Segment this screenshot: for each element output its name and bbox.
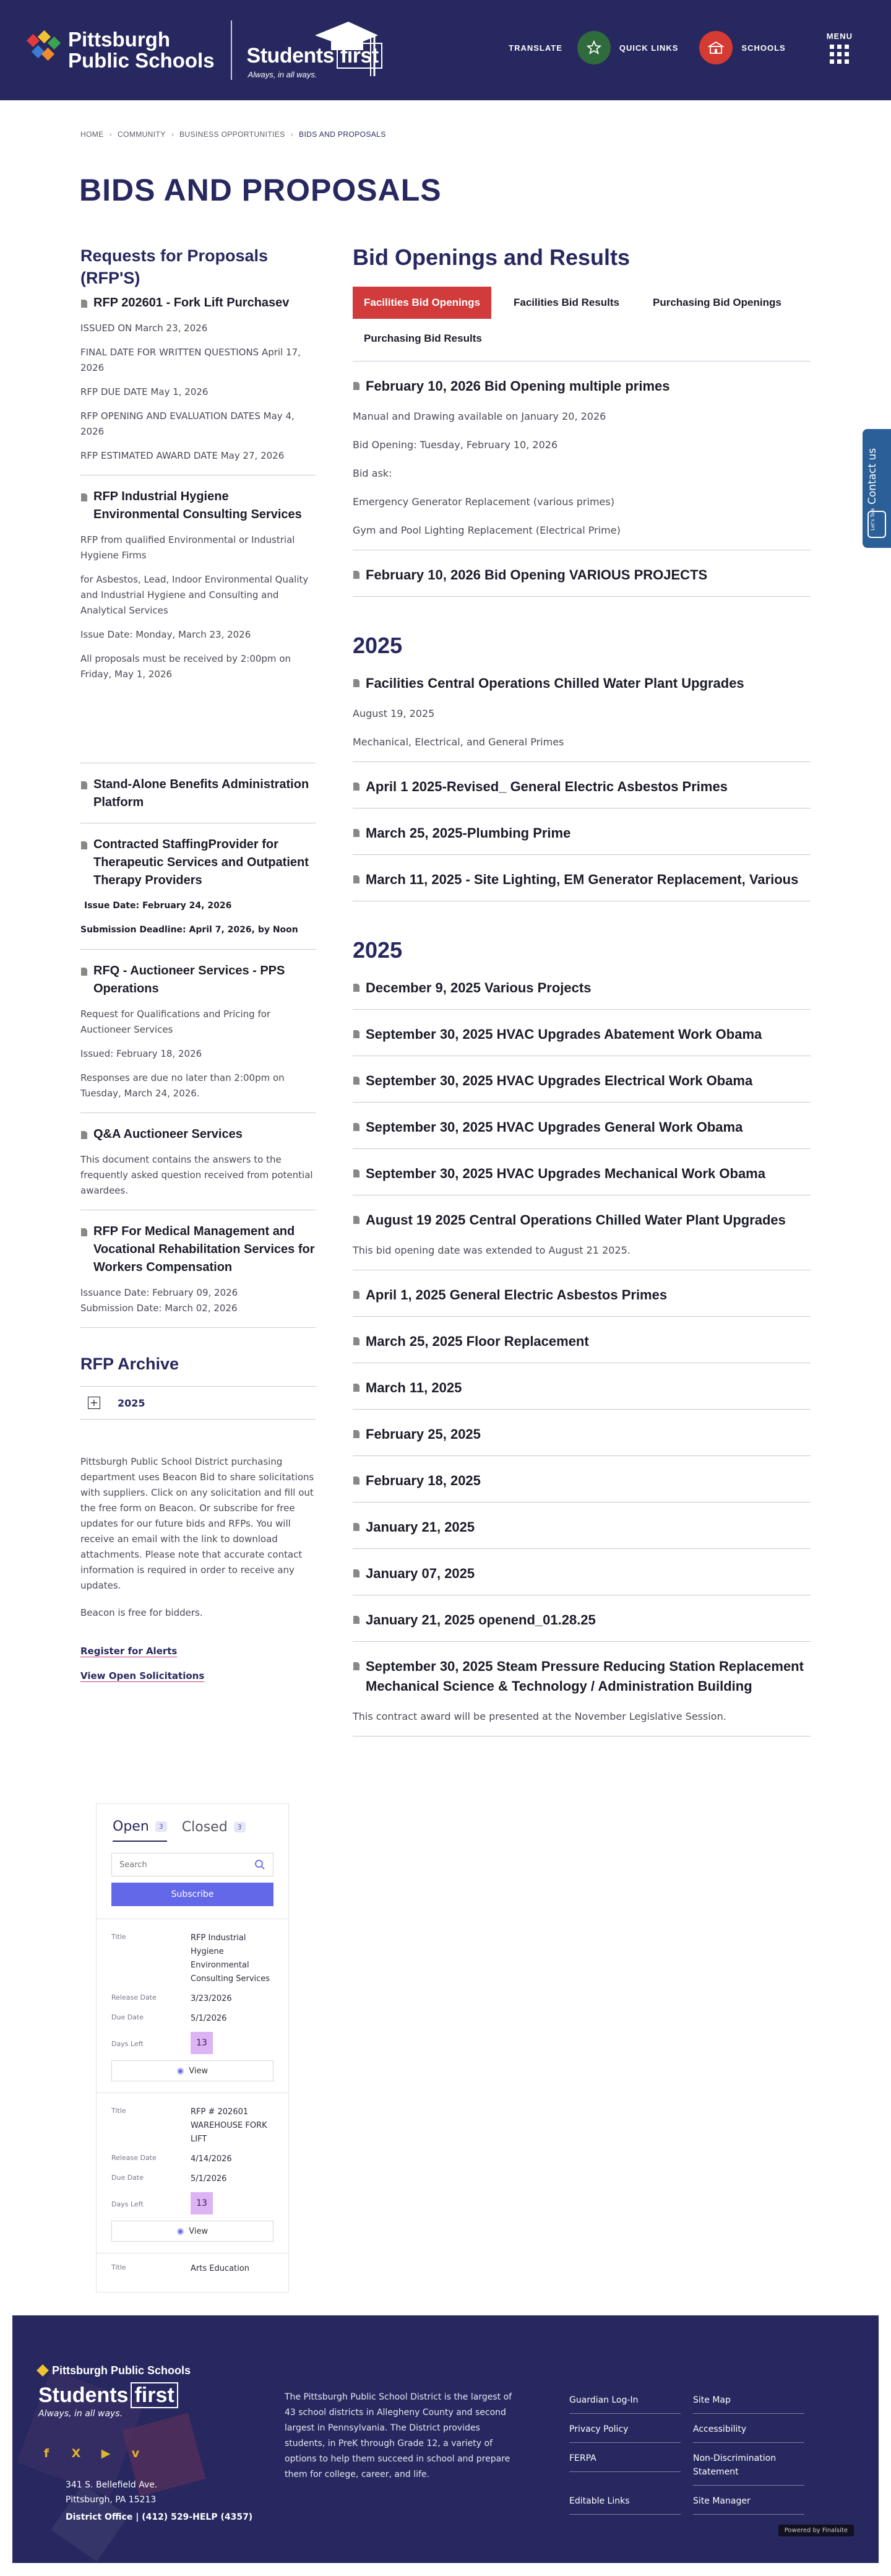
- site-header: [0, 0, 891, 100]
- days-left-badge: 13: [191, 2032, 213, 2054]
- schools-link[interactable]: SCHOOLS: [741, 43, 786, 53]
- document-icon: [80, 967, 88, 976]
- register-alerts-link[interactable]: Register for Alerts: [80, 1646, 178, 1657]
- rfp-line: RFP ESTIMATED AWARD DATE May 27, 2026: [80, 450, 285, 461]
- page-title: BIDS AND PROPOSALS: [79, 173, 442, 207]
- bid-title-link[interactable]: September 30, 2025 HVAC Upgrades Abatement Work Obama: [353, 1025, 811, 1044]
- footer-link-guardian-login[interactable]: Guardian Log-In: [569, 2390, 681, 2414]
- rfp-item: [80, 1125, 316, 1210]
- youtube-icon[interactable]: ▶: [101, 2447, 111, 2460]
- contact-us-label: Contact us: [866, 448, 879, 505]
- rfp-title-link[interactable]: RFP For Medical Management and Vocational Rehabilitation Services for Workers Compensation: [80, 1223, 316, 1277]
- rfp-item: [80, 488, 316, 763]
- days-left-badge: 13: [191, 2192, 213, 2214]
- rfp-line: ISSUED ON March 23, 2026: [80, 323, 208, 334]
- bid-item: [353, 1195, 811, 1270]
- bid-item: [353, 362, 811, 550]
- card-due-date: 5/1/2026: [191, 2014, 227, 2023]
- document-icon: [353, 828, 360, 838]
- bid-detail-line: August 19, 2025: [353, 708, 435, 719]
- contact-us-tab[interactable]: [863, 429, 891, 548]
- bid-item: [353, 1103, 811, 1149]
- vimeo-icon[interactable]: v: [131, 2447, 140, 2460]
- pps-mark-icon: [37, 2364, 49, 2377]
- closed-count-badge: 3: [234, 1822, 246, 1832]
- bid-title-link[interactable]: September 30, 2025 HVAC Upgrades Electrical Work Obama: [353, 1071, 811, 1091]
- menu-button[interactable]: [827, 32, 853, 64]
- document-icon: [353, 381, 360, 391]
- document-icon: [353, 1383, 360, 1392]
- footer-link-editable-links[interactable]: Editable Links: [569, 2491, 681, 2515]
- footer-link-accessibility[interactable]: Accessibility: [693, 2419, 804, 2443]
- footer-logo[interactable]: [38, 2365, 191, 2419]
- document-icon: [353, 1215, 360, 1225]
- bid-item: [353, 762, 811, 809]
- bid-title-link[interactable]: February 25, 2025: [353, 1425, 811, 1444]
- document-icon: [353, 1662, 360, 1671]
- document-icon: [353, 570, 360, 579]
- bid-item: [353, 855, 811, 901]
- rfp-item: [80, 962, 316, 1113]
- document-icon: [353, 875, 360, 884]
- footer-description: The Pittsburgh Public School District is the largest of 43 school districts in Allegheny County and second largest in Pennsylvania. The District provides students, in PreK through Grade 12, a variety of options to help them succeed in school and prepare them for college, career, and life.: [285, 2392, 512, 2479]
- card-title: Arts Education: [191, 2264, 249, 2273]
- card-release-date: 3/23/2026: [191, 1994, 232, 2003]
- powered-by-badge[interactable]: Powered by Finalsite: [778, 2525, 854, 2536]
- bid-detail-line: Manual and Drawing available on January 20, 2026: [353, 410, 606, 422]
- bid-item: [353, 659, 811, 762]
- document-icon: [80, 493, 88, 502]
- year-heading: 2025: [353, 937, 403, 963]
- rfp-line: All proposals must be received by 2:00pm on Friday, May 1, 2026: [80, 653, 291, 680]
- rfp-column: [80, 245, 316, 1681]
- rfp-title-link[interactable]: Stand-Alone Benefits Administration Platform: [80, 776, 316, 812]
- rfp-line: RFP from qualified Environmental or Industrial Hygiene Firms: [80, 534, 295, 561]
- document-icon: [353, 1122, 360, 1132]
- open-count-badge: 3: [155, 1821, 167, 1832]
- breadcrumb-current: BIDS AND PROPOSALS: [299, 130, 386, 139]
- bid-item: [353, 550, 811, 597]
- pps-logo[interactable]: [26, 29, 215, 71]
- solicitation-card: Title RFP # 202601 WAREHOUSE FORK LIFT Release Date 4/14/2026 Due Date 5/1/2026 Days Left 13 ◉ View: [97, 2093, 288, 2253]
- bid-title-link[interactable]: August 19 2025 Central Operations Chilled Water Plant Upgrades: [353, 1210, 811, 1230]
- breadcrumb: HOME › COMMUNITY › BUSINESS OPPORTUNITIES › BIDS AND PROPOSALS: [80, 130, 386, 139]
- bid-detail-line: Mechanical, Electrical, and General Primes: [353, 736, 564, 748]
- rfp-line: for Asbestos, Lead, Indoor Environmental Quality and Industrial Hygiene and Consulting and Analytical Services: [80, 574, 309, 616]
- footer-link-privacy-policy[interactable]: Privacy Policy: [569, 2419, 681, 2443]
- rfp-item: [80, 836, 316, 950]
- rfp-line: This document contains the answers to the frequently asked question received from potential awardees.: [80, 1154, 313, 1196]
- bid-item: [353, 1270, 811, 1317]
- bid-title-link[interactable]: April 1 2025-Revised_ General Electric Asbestos Primes: [353, 777, 811, 797]
- beacon-free-note: Beacon is free for bidders.: [80, 1607, 203, 1618]
- site-footer: [12, 2315, 879, 2563]
- footer-pps-text: Pittsburgh Public Schools: [52, 2364, 191, 2377]
- document-icon: [353, 1337, 360, 1346]
- tab-closed[interactable]: Closed 3: [182, 1819, 246, 1842]
- footer-link-non-discrimination[interactable]: Non-Discrimination Statement: [693, 2448, 804, 2486]
- rfp-title-link[interactable]: Q&A Auctioneer Services: [80, 1125, 316, 1143]
- bid-title-link[interactable]: March 11, 2025: [353, 1378, 811, 1398]
- widget-tabs: [97, 1804, 288, 1842]
- rfp-line: Responses are due no later than 2:00pm on Tuesday, March 24, 2026.: [80, 1072, 285, 1099]
- eye-icon: ◉: [176, 2226, 184, 2236]
- rfp-line: Issued: February 18, 2026: [80, 1048, 202, 1059]
- bid-detail-line: This bid opening date was extended to August 21 2025.: [353, 1244, 631, 1256]
- bid-item: [353, 1503, 811, 1549]
- view-open-solicitations-link[interactable]: View Open Solicitations: [80, 1670, 205, 1681]
- school-building-icon[interactable]: [699, 31, 733, 64]
- bid-group-2025-a: [353, 659, 811, 901]
- first-word: first: [337, 43, 382, 69]
- bid-detail-line: Bid ask:: [353, 467, 392, 479]
- social-links: [38, 2445, 157, 2461]
- bid-title-link[interactable]: February 10, 2026 Bid Opening multiple primes: [353, 376, 811, 396]
- rfp-title-link[interactable]: RFP 202601 - Fork Lift Purchasev: [80, 294, 316, 312]
- bid-group-2025-b: [353, 963, 811, 1737]
- menu-grid-icon: [830, 45, 849, 64]
- plus-icon: +: [88, 1397, 100, 1409]
- footer-students: Students: [38, 2383, 129, 2407]
- breadcrumb-home[interactable]: HOME: [80, 130, 104, 139]
- bid-item: [353, 809, 811, 855]
- card-title: RFP # 202601 WAREHOUSE FORK LIFT: [191, 2107, 267, 2144]
- bid-detail-line: Bid Opening: Tuesday, February 10, 2026: [353, 439, 558, 451]
- district-office-phone[interactable]: District Office | (412) 529-HELP (4357): [66, 2512, 253, 2522]
- rfp-line: RFP DUE DATE May 1, 2026: [80, 386, 209, 397]
- rfp-heading: Requests for Proposals (RFP'S): [80, 246, 269, 287]
- bid-tabs: [353, 287, 811, 362]
- bid-title-link[interactable]: January 07, 2025: [353, 1564, 811, 1584]
- bid-title-link[interactable]: December 9, 2025 Various Projects: [353, 978, 811, 998]
- always-tagline: Always, in all ways.: [248, 70, 317, 79]
- rfp-archive-heading: RFP Archive: [80, 1355, 179, 1373]
- bid-title-link[interactable]: March 25, 2025-Plumbing Prime: [353, 823, 811, 843]
- document-icon: [353, 1476, 360, 1485]
- tab-purchasing-bid-results[interactable]: Purchasing Bid Results: [364, 332, 482, 344]
- breadcrumb-business-opportunities[interactable]: BUSINESS OPPORTUNITIES: [179, 130, 285, 139]
- bid-title-link[interactable]: January 21, 2025 openend_01.28.25: [353, 1610, 811, 1630]
- star-icon[interactable]: [577, 31, 611, 64]
- bid-title-link[interactable]: September 30, 2025 HVAC Upgrades Mechanical Work Obama: [353, 1164, 811, 1184]
- bid-title-link[interactable]: March 11, 2025 - Site Lighting, EM Generator Replacement, Various: [353, 870, 811, 890]
- document-icon: [80, 781, 88, 790]
- quick-links-link[interactable]: QUICK LINKS: [619, 43, 679, 53]
- bid-title-link[interactable]: September 30, 2025 HVAC Upgrades General Work Obama: [353, 1117, 811, 1137]
- footer-address: 341 S. Bellefield Ave. Pittsburgh, PA 15213: [66, 2480, 158, 2505]
- archive-year: 2025: [118, 1397, 145, 1409]
- search-box: [111, 1853, 273, 1876]
- bids-column: [353, 245, 811, 1737]
- document-icon: [353, 1615, 360, 1624]
- search-input[interactable]: [119, 1860, 243, 1870]
- document-icon: [353, 1290, 360, 1299]
- translate-link[interactable]: TRANSLATE: [509, 43, 562, 53]
- footer-link-ferpa[interactable]: FERPA: [569, 2448, 681, 2472]
- rfp-item: [80, 294, 316, 475]
- bid-item: [353, 1456, 811, 1503]
- document-icon: [80, 299, 88, 308]
- bid-title-link[interactable]: April 1, 2025 General Electric Asbestos Primes: [353, 1285, 811, 1305]
- lets-talk-label: Let's Talk: [870, 508, 876, 531]
- menu-label: MENU: [826, 32, 853, 41]
- card-due-date: 5/1/2026: [191, 2174, 227, 2184]
- solicitation-card: Title Arts Education: [97, 2253, 288, 2292]
- bid-item: [353, 1010, 811, 1056]
- bid-openings-heading: Bid Openings and Results: [353, 245, 631, 270]
- rfp-line: FINAL DATE FOR WRITTEN QUESTIONS April 17, 2026: [80, 347, 301, 373]
- bid-item: [353, 1595, 811, 1642]
- bid-item: [353, 963, 811, 1010]
- bid-item: [353, 1056, 811, 1103]
- eye-icon: ◉: [176, 2066, 184, 2076]
- rfp-line: Issue Date: February 24, 2026: [84, 901, 232, 911]
- logo-line-1: Pittsburgh: [68, 28, 170, 51]
- document-icon: [80, 1228, 88, 1237]
- footer-tagline: Always, in all ways.: [38, 2409, 123, 2419]
- logo-divider: [231, 20, 232, 80]
- bid-group-2026: [353, 362, 811, 597]
- footer-link-site-manager[interactable]: Site Manager: [693, 2491, 804, 2515]
- students-word: Students: [246, 44, 334, 67]
- x-twitter-icon[interactable]: X: [71, 2447, 81, 2460]
- subscribe-button[interactable]: Subscribe: [111, 1883, 273, 1906]
- bid-title-link[interactable]: Facilities Central Operations Chilled Water Plant Upgrades: [353, 674, 811, 693]
- bid-item: [353, 1149, 811, 1195]
- solicitation-card: Title RFP Industrial Hygiene Environmental Consulting Services Release Date 3/23/2026 Due Date 5/1/2026 Days Left 13 ◉ View: [97, 1919, 288, 2093]
- bid-title-link[interactable]: February 18, 2025: [353, 1471, 811, 1491]
- document-icon: [80, 1130, 88, 1140]
- document-icon: [353, 1169, 360, 1178]
- tab-facilities-bid-results[interactable]: Facilities Bid Results: [513, 297, 619, 308]
- rfp-title-link[interactable]: RFQ - Auctioneer Services - PPS Operations: [80, 962, 316, 998]
- tab-purchasing-bid-openings[interactable]: Purchasing Bid Openings: [652, 297, 781, 308]
- archive-accordion-2025[interactable]: [80, 1386, 316, 1420]
- header-actions: [509, 31, 853, 64]
- document-icon: [353, 782, 360, 791]
- rfp-item: [80, 776, 316, 823]
- tab-facilities-bid-openings[interactable]: Facilities Bid Openings: [353, 287, 491, 319]
- facebook-icon[interactable]: f: [43, 2447, 50, 2460]
- search-icon[interactable]: [254, 1859, 265, 1870]
- document-icon: [353, 1522, 360, 1532]
- rfp-line: Request for Qualifications and Pricing for Auctioneer Services: [80, 1008, 271, 1035]
- bid-item: [353, 1317, 811, 1363]
- beacon-widget: [96, 1803, 289, 2292]
- footer-links: [569, 2390, 804, 2520]
- document-icon: [353, 1076, 360, 1085]
- rfp-item: [80, 1223, 316, 1328]
- card-release-date: 4/14/2026: [191, 2154, 232, 2164]
- document-icon: [353, 983, 360, 992]
- bid-title-link[interactable]: February 10, 2026 Bid Opening VARIOUS PROJECTS: [353, 565, 811, 585]
- rfp-line: Issue Date: Monday, March 23, 2026: [80, 629, 251, 640]
- bid-detail-line: This contract award will be presented at the November Legislative Session.: [353, 1711, 726, 1722]
- document-icon: [353, 1429, 360, 1439]
- footer-link-site-map[interactable]: Site Map: [693, 2390, 804, 2414]
- bid-title-link[interactable]: January 21, 2025: [353, 1517, 811, 1537]
- breadcrumb-community[interactable]: COMMUNITY: [118, 130, 166, 139]
- chat-bubble-icon: [867, 508, 886, 538]
- bid-title-link[interactable]: March 25, 2025 Floor Replacement: [353, 1332, 811, 1351]
- bid-item: [353, 1410, 811, 1456]
- rfp-title-link[interactable]: Contracted StaffingProvider for Therapeutic Services and Outpatient Therapy Providers: [80, 836, 316, 890]
- rfp-line: Submission Deadline: April 7, 2026, by Noon: [80, 925, 298, 935]
- year-heading: 2025: [353, 633, 403, 658]
- rfp-title-link[interactable]: RFP Industrial Hygiene Environmental Consulting Services: [80, 488, 316, 524]
- bid-item: [353, 1642, 811, 1737]
- card-title: RFP Industrial Hygiene Environmental Consulting Services: [191, 1933, 270, 1984]
- beacon-description: Pittsburgh Public School District purchasing department uses Beacon Bid to share solicitations with suppliers. Click on any solicitation and fill out the free form on Beacon. Or subscribe for free updates for our future bids and RFPs. You will receive an email with the link to download attachments. Please note that accurate contact information is required in order to receive any updates.: [80, 1456, 314, 1591]
- logo-mark-icon: [26, 31, 62, 69]
- bid-item: [353, 1549, 811, 1595]
- view-button[interactable]: ◉ View: [111, 2060, 273, 2081]
- students-first-logo: [246, 19, 379, 81]
- document-icon: [80, 841, 88, 850]
- bid-item: [353, 1363, 811, 1410]
- rfp-line: RFP OPENING AND EVALUATION DATES May 4, 2026: [80, 410, 295, 437]
- view-button[interactable]: ◉ View: [111, 2221, 273, 2242]
- document-icon: [353, 1569, 360, 1578]
- rfp-line: Issuance Date: February 09, 2026 Submission Date: March 02, 2026: [80, 1287, 238, 1314]
- bid-title-link[interactable]: September 30, 2025 Steam Pressure Reducing Station Replacement Mechanical Science & Technology / Administration Building: [353, 1657, 811, 1696]
- document-icon: [353, 1030, 360, 1039]
- document-icon: [353, 679, 360, 688]
- bid-detail-line: Emergency Generator Replacement (various primes): [353, 496, 614, 508]
- tab-open[interactable]: Open 3: [113, 1819, 167, 1842]
- logo-line-2: Public Schools: [68, 49, 215, 72]
- footer-first: first: [131, 2382, 178, 2408]
- bid-detail-line: Gym and Pool Lighting Replacement (Electrical Prime): [353, 524, 621, 536]
